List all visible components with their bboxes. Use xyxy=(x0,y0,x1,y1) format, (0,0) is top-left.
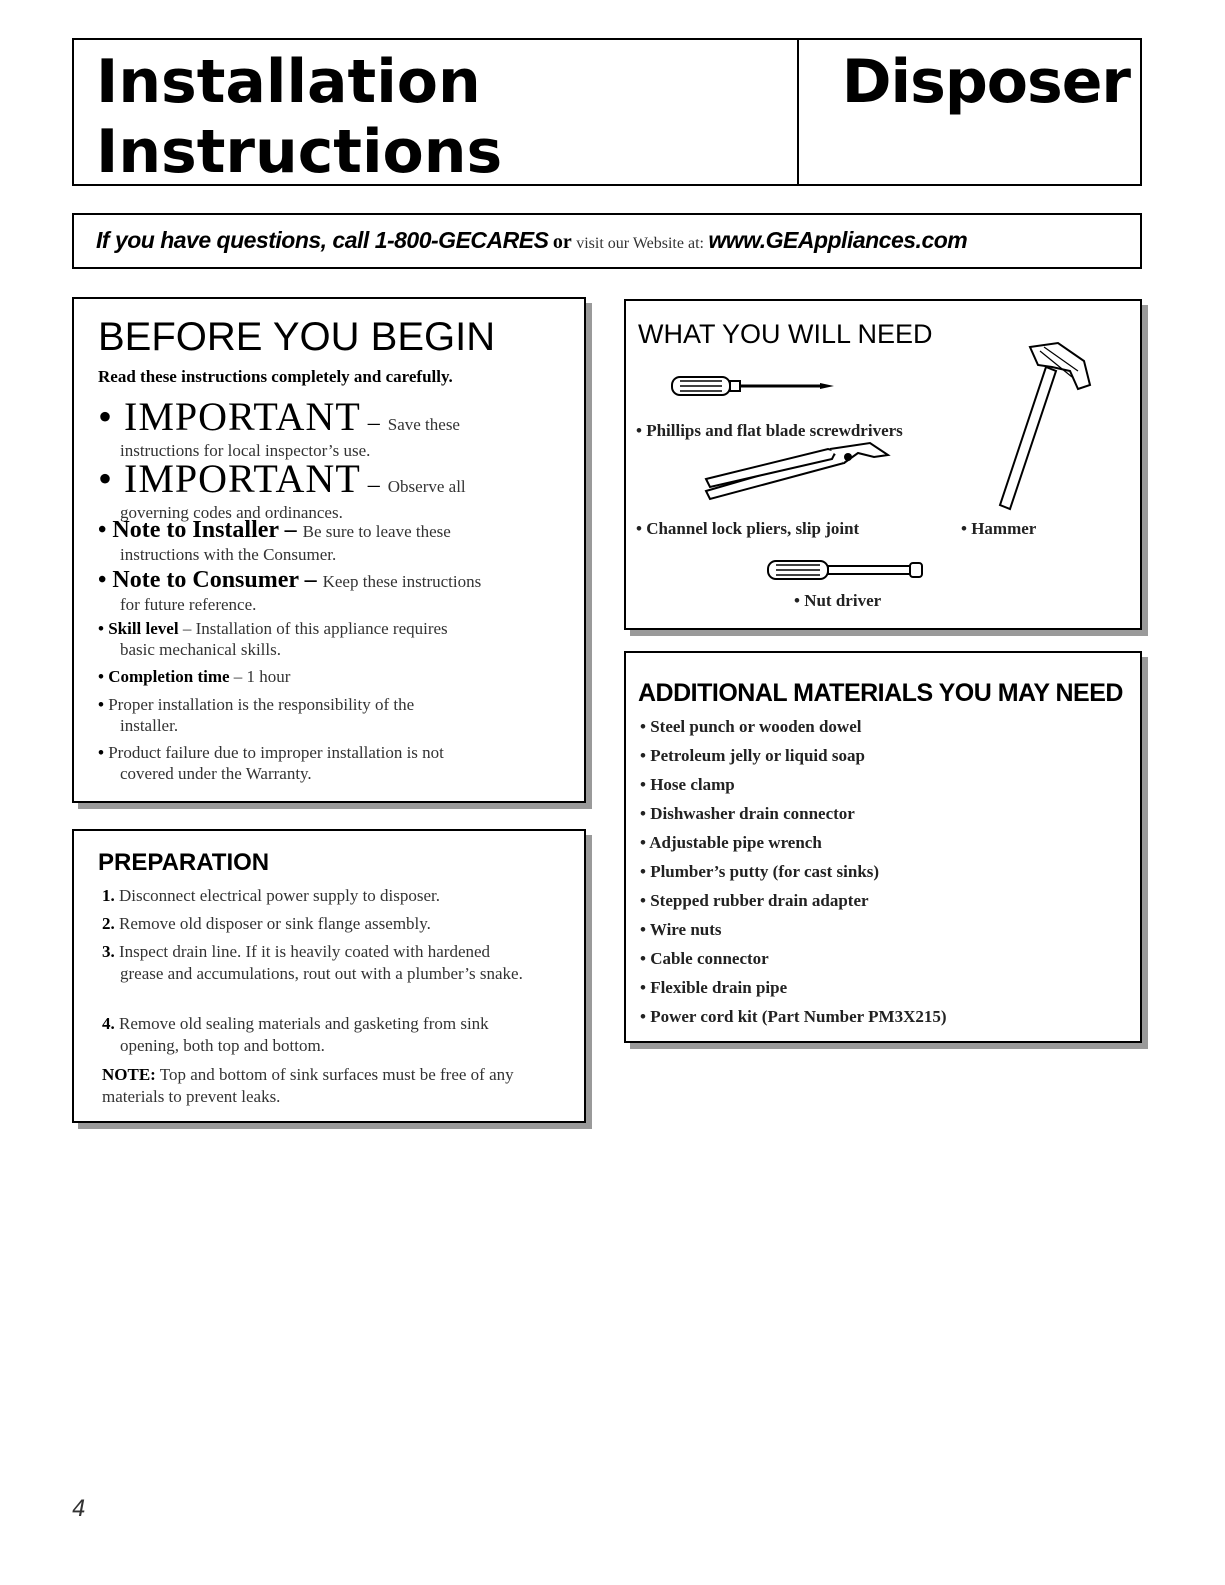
tool-label-screwdrivers: • Phillips and flat blade screwdrivers xyxy=(636,421,903,440)
list-item: • Note to Installer – Be sure to leave these instructions with the Consumer. xyxy=(98,517,451,564)
contact-visit: visit our Website at: xyxy=(576,235,704,252)
list-item: 4. Remove old sealing materials and gasketing from sink opening, both top and bottom. xyxy=(102,1014,489,1055)
additional-materials-panel xyxy=(624,651,1142,1043)
list-item: • Wire nuts xyxy=(640,920,722,939)
list-item: • Stepped rubber drain adapter xyxy=(640,891,869,910)
list-item: • Flexible drain pipe xyxy=(640,978,788,997)
contact-website-link[interactable]: www.GEAppliances.com xyxy=(708,227,968,253)
product-box xyxy=(797,38,1142,186)
list-item: 3. Inspect drain line. If it is heavily coated with hardened grease and accumulations, rout out with a plumber’s snake. xyxy=(102,942,523,983)
before-you-begin-subheading: Read these instructions completely and carefully. xyxy=(98,367,453,386)
what-you-will-need-heading: WHAT YOU WILL NEED xyxy=(638,319,933,349)
contact-or: or xyxy=(552,231,572,253)
contact-text xyxy=(96,227,967,254)
list-item: • Completion time – 1 hour xyxy=(98,667,291,686)
contact-bar xyxy=(72,213,1142,269)
list-item: 2. Remove old disposer or sink flange assembly. xyxy=(102,914,431,933)
tool-label-pliers: • Channel lock pliers, slip joint xyxy=(636,519,860,538)
list-item: 1. Disconnect electrical power supply to disposer. xyxy=(102,886,441,905)
list-item: • Petroleum jelly or liquid soap xyxy=(640,746,865,765)
preparation-heading: PREPARATION xyxy=(98,849,270,876)
screwdriver-icon xyxy=(670,371,840,401)
hammer-icon xyxy=(986,337,1096,517)
contact-questions: If you have questions, call 1-800-GECARES xyxy=(96,227,549,253)
pliers-icon xyxy=(702,441,902,507)
preparation-panel xyxy=(72,829,586,1123)
title-box xyxy=(72,38,799,186)
list-item: • Adjustable pipe wrench xyxy=(640,833,822,852)
list-item: • Dishwasher drain connector xyxy=(640,804,855,823)
title-line-1: Installation xyxy=(96,47,481,117)
list-item: • Cable connector xyxy=(640,949,769,968)
list-item: • Product failure due to improper installation is not covered under the Warranty. xyxy=(98,743,444,783)
list-item: • Note to Consumer – Keep these instructions for future reference. xyxy=(98,567,482,614)
title-line-2: Instructions xyxy=(96,117,503,187)
tool-label-nut-driver: • Nut driver xyxy=(794,591,882,610)
list-item: • Skill level – Installation of this appliance requires basic mechanical skills. xyxy=(98,619,448,659)
list-item: • Hose clamp xyxy=(640,775,735,794)
page-number: 4 xyxy=(72,1497,86,1522)
list-item: • IMPORTANT – Save these instructions for local inspector’s use. xyxy=(98,394,460,460)
list-item: • Plumber’s putty (for cast sinks) xyxy=(640,862,880,881)
list-item: • Proper installation is the responsibility of the installer. xyxy=(98,695,415,735)
before-you-begin-panel xyxy=(72,297,586,803)
product-name: Disposer xyxy=(841,47,1130,117)
before-you-begin-heading: BEFORE YOU BEGIN xyxy=(98,315,496,359)
list-item: • Power cord kit (Part Number PM3X215) xyxy=(640,1007,947,1026)
list-item: • IMPORTANT – Observe all governing codes and ordinances. xyxy=(98,456,466,522)
nut-driver-icon xyxy=(766,557,926,583)
list-item: • Steel punch or wooden dowel xyxy=(640,717,862,736)
what-you-will-need-panel xyxy=(624,299,1142,630)
additional-materials-heading: ADDITIONAL MATERIALS YOU MAY NEED xyxy=(638,679,1123,707)
preparation-note: NOTE: Top and bottom of sink surfaces must be free of any materials to prevent leaks. xyxy=(102,1065,514,1106)
tool-label-hammer: • Hammer xyxy=(961,519,1037,538)
